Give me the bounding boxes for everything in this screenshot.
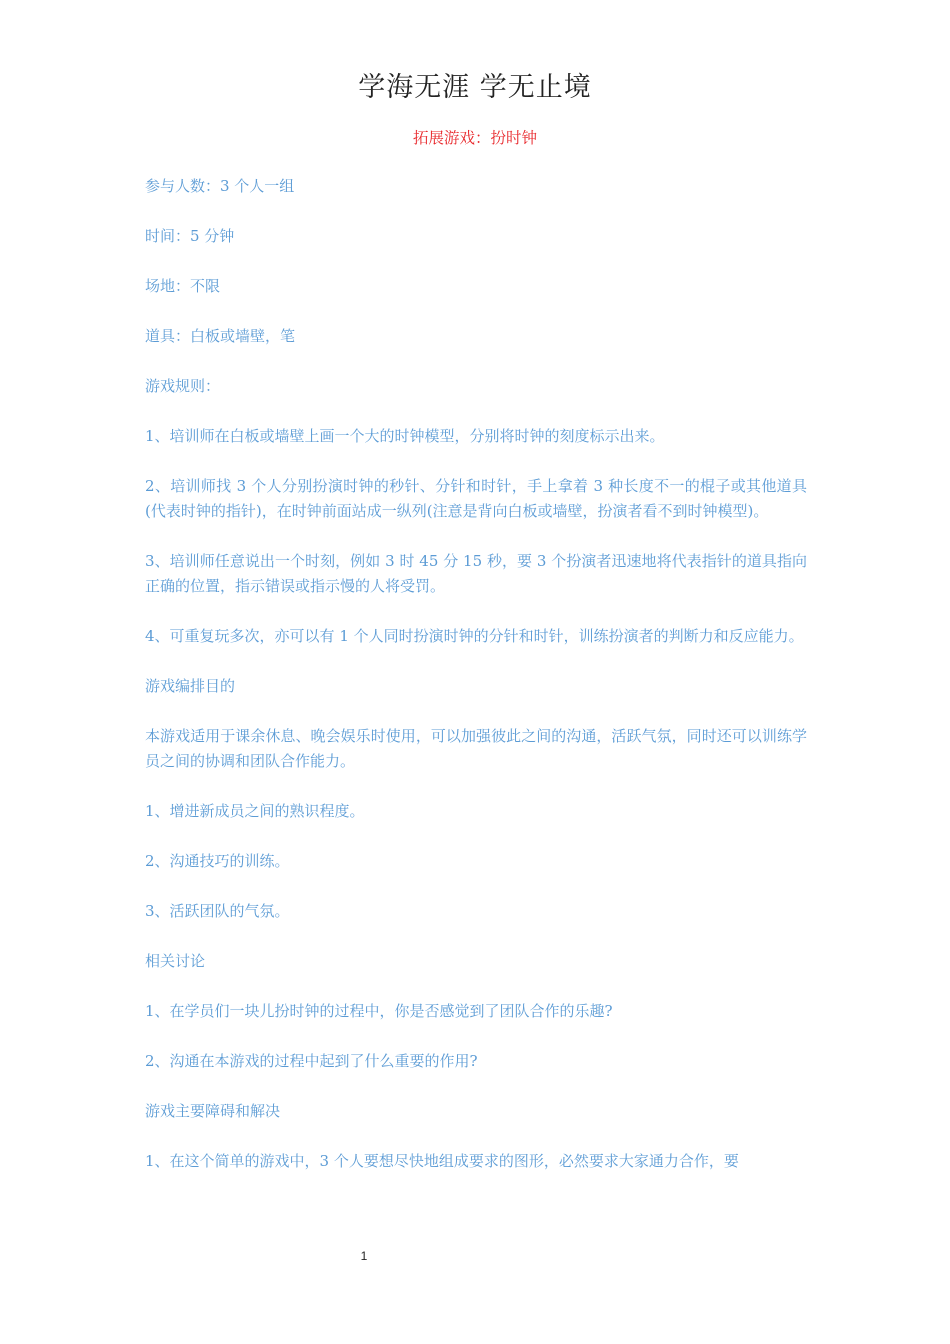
paragraph-purpose-text: 本游戏适用于课余休息、晚会娱乐时使用，可以加强彼此之间的沟通，活跃气氛，同时还可以训练学员之间的协调和团队合作能力。 bbox=[145, 727, 807, 770]
paragraph-time: 时间：5 分钟 bbox=[145, 227, 235, 245]
paragraph-rule-1: 1、培训师在白板或墙壁上画一个大的时钟模型，分别将时钟的刻度标示出来。 bbox=[145, 427, 665, 445]
paragraph-rules-heading: 游戏规则： bbox=[145, 377, 221, 395]
paragraph-purpose-3: 3、活跃团队的气氛。 bbox=[145, 902, 290, 920]
page-title: 学海无涯 学无止境 bbox=[358, 72, 592, 103]
paragraph-purpose-1: 1、增进新成员之间的熟识程度。 bbox=[145, 802, 365, 820]
paragraph-rule-3: 3、培训师任意说出一个时刻，例如 3 时 45 分 15 秒，要 3 个扮演者迅速地将代表指针的道具指向正确的位置，指示错误或指示慢的人将受罚。 bbox=[145, 552, 807, 595]
document-body bbox=[145, 174, 807, 1199]
paragraph-purpose-heading: 游戏编排目的 bbox=[145, 677, 236, 695]
paragraph-obstacles-heading: 游戏主要障碍和解决 bbox=[145, 1102, 281, 1120]
paragraph-venue: 场地：不限 bbox=[145, 277, 221, 295]
page-subtitle: 拓展游戏：扮时钟 bbox=[412, 129, 537, 147]
paragraph-purpose-2: 2、沟通技巧的训练。 bbox=[145, 852, 290, 870]
paragraph-rule-2: 2、培训师找 3 个人分别扮演时钟的秒针、分针和时针，手上拿着 3 种长度不一的棍子或其他道具(代表时钟的指针)，在时钟前面站成一纵列(注意是背向白板或墙壁，扮演者看不到时钟模型)。 bbox=[145, 477, 807, 520]
paragraph-discussion-2: 2、沟通在本游戏的过程中起到了什么重要的作用? bbox=[145, 1052, 478, 1070]
paragraph-rule-4: 4、可重复玩多次，亦可以有 1 个人同时扮演时钟的分针和时针，训练扮演者的判断力和反应能力。 bbox=[145, 627, 804, 645]
paragraph-discussion-heading: 相关讨论 bbox=[145, 952, 206, 970]
paragraph-discussion-1: 1、在学员们一块儿扮时钟的过程中，你是否感觉到了团队合作的乐趣? bbox=[145, 1002, 613, 1020]
paragraph-props: 道具：白板或墙壁，笔 bbox=[145, 327, 296, 345]
paragraph-participants: 参与人数：3 个人一组 bbox=[145, 177, 295, 195]
page-number: 1 bbox=[360, 1249, 368, 1263]
paragraph-obstacles-1: 1、在这个简单的游戏中，3 个人要想尽快地组成要求的图形，必然要求大家通力合作，要 bbox=[145, 1152, 739, 1170]
